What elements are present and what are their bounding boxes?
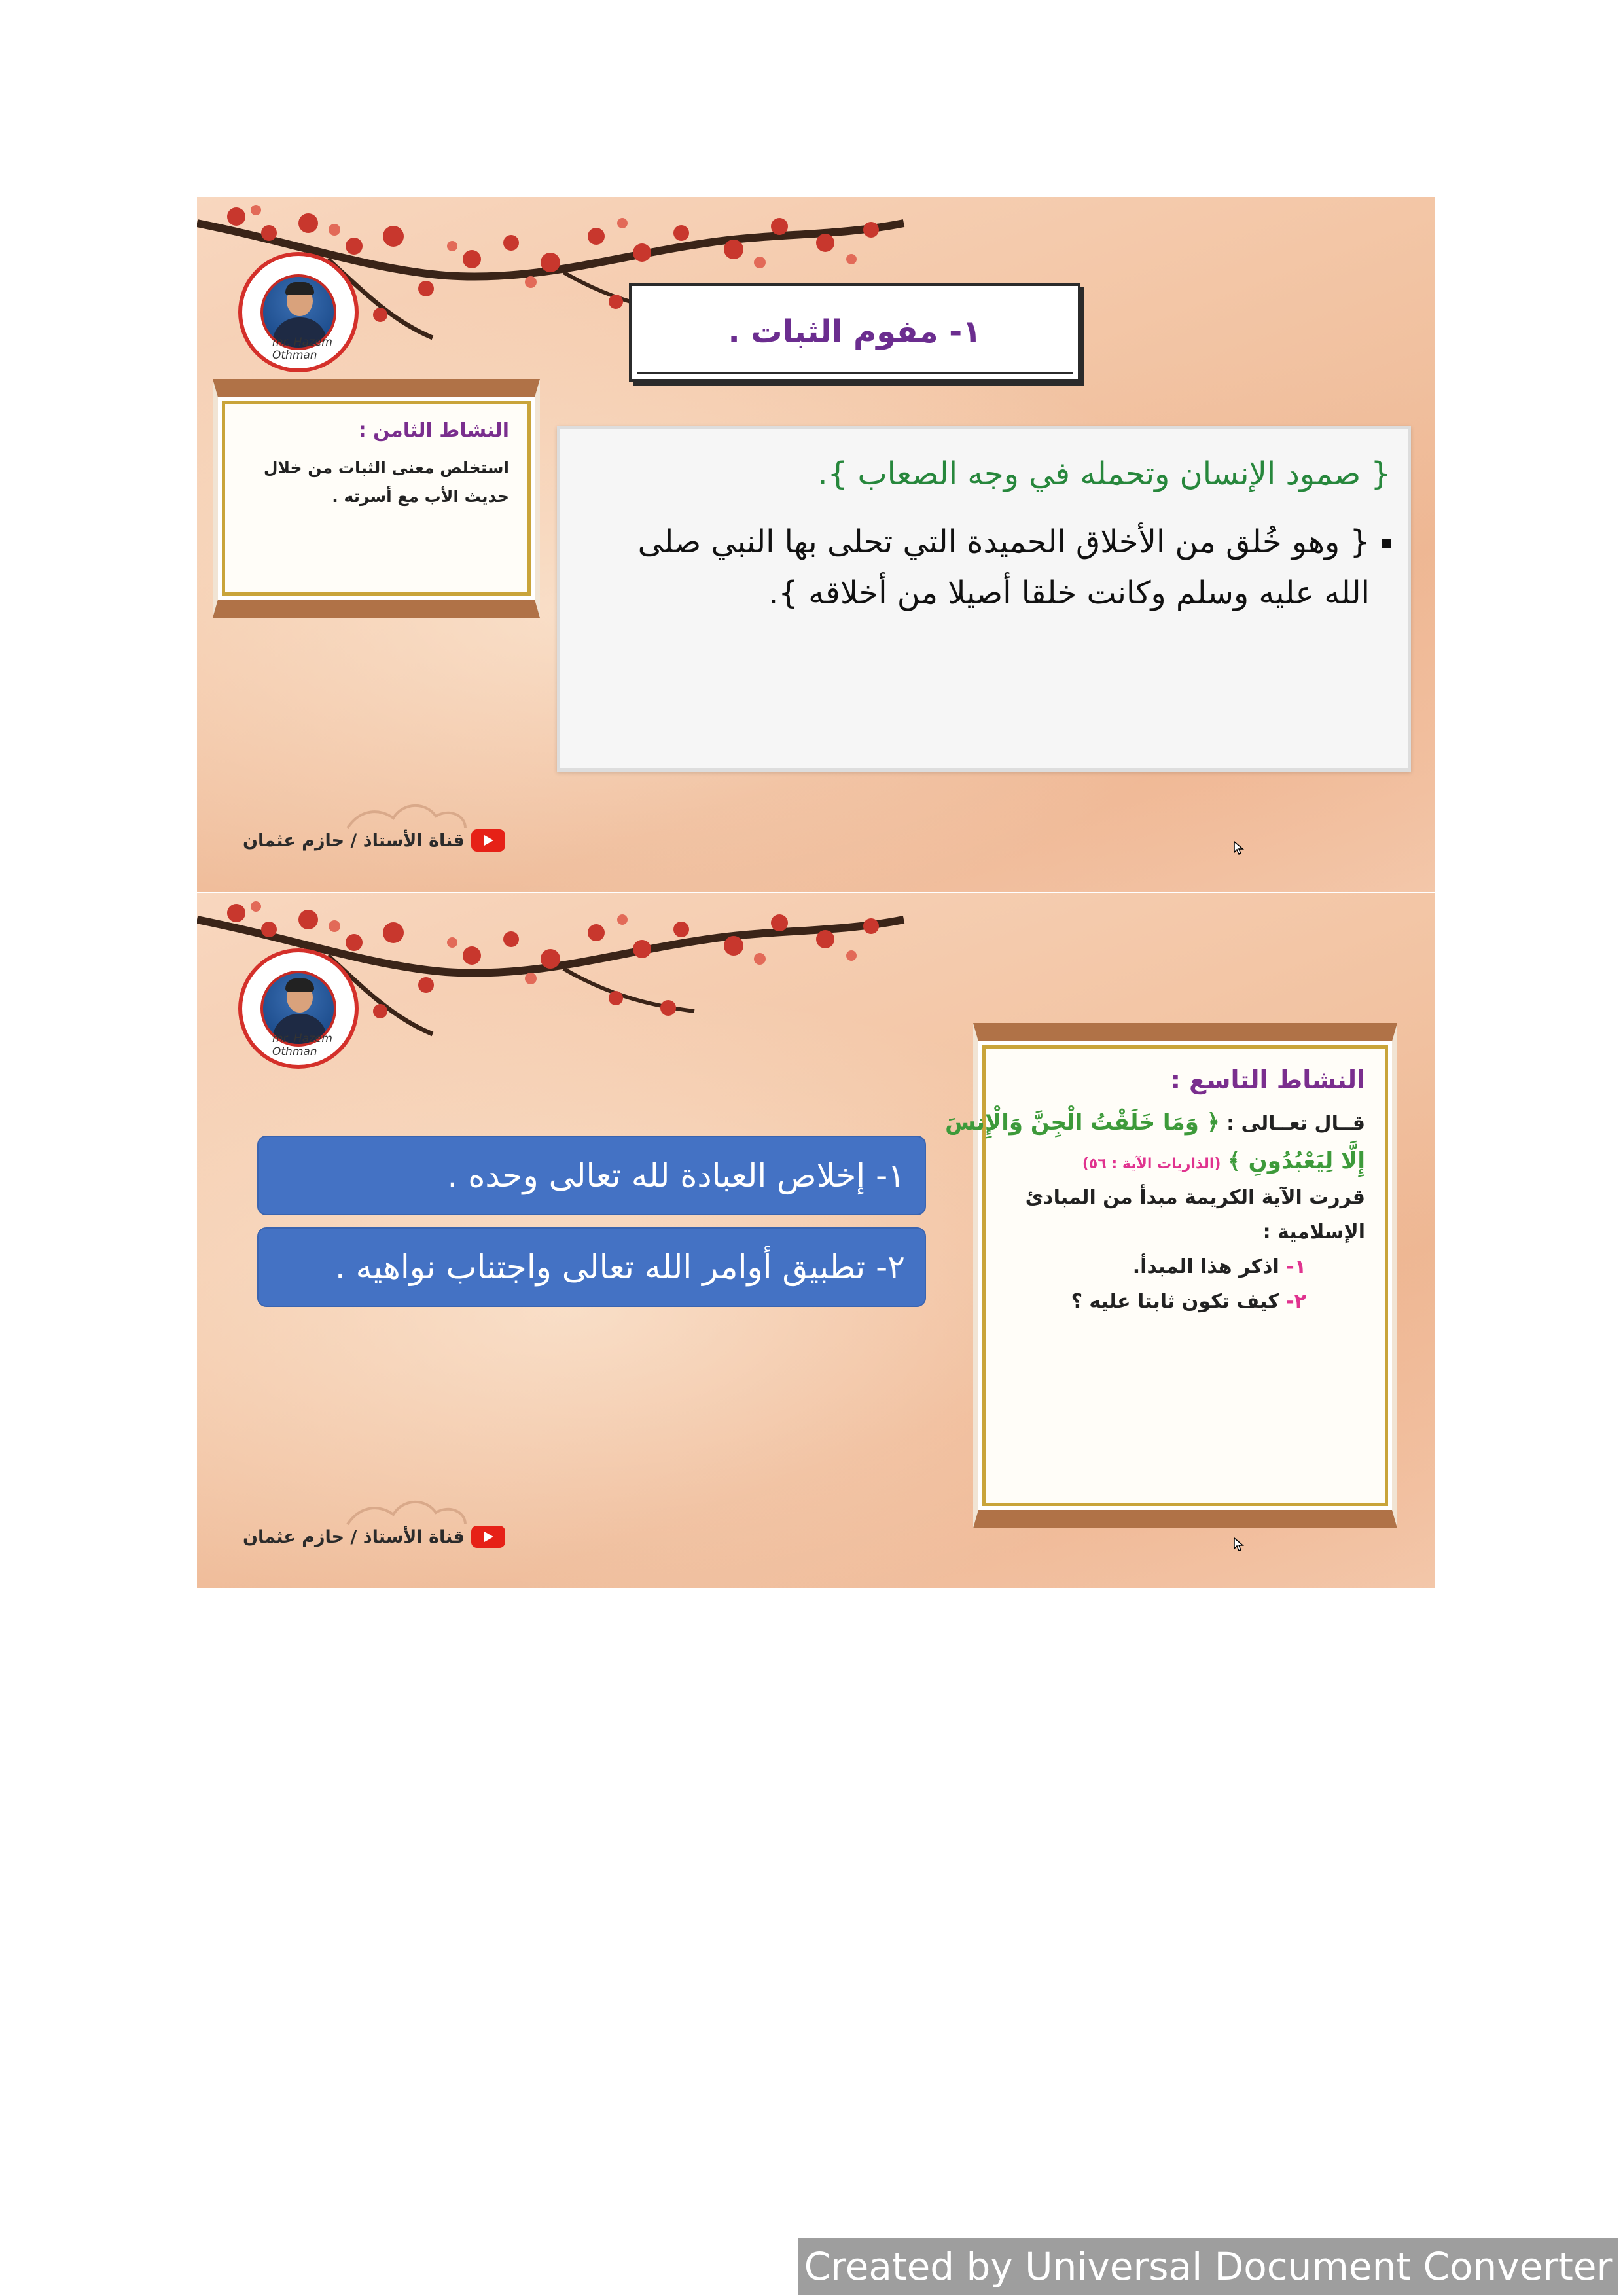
qaal-label: قــال تعــالى : bbox=[1226, 1112, 1365, 1135]
activity-title: النشاط التاسع : bbox=[1170, 1066, 1365, 1094]
section-title: ١- مفوم الثبات . bbox=[728, 313, 982, 350]
verse-part-1: ﴿ وَمَا خَلَقْتُ الْجِنَّ وَالْإِنسَ bbox=[945, 1109, 1220, 1136]
cloud-ornament bbox=[341, 1492, 472, 1531]
definition-text: { صمود الإنسان وتحمله في وجه الصعاب }. bbox=[817, 456, 1391, 492]
question-2-text: كيف تكون ثابتا عليه ؟ bbox=[1071, 1290, 1279, 1313]
question-1-text: اذكر هذا المبدأ. bbox=[1132, 1255, 1279, 1278]
question-intro-1: قررت الآية الكريمة مبدأ من المبادئ bbox=[1025, 1186, 1365, 1209]
channel-logo bbox=[238, 252, 359, 372]
bullet-square-icon bbox=[1382, 539, 1391, 548]
verse-line-1 bbox=[945, 1109, 1365, 1136]
verse-line-2 bbox=[1005, 1147, 1365, 1174]
cursor-icon bbox=[1234, 841, 1244, 855]
bullet-item bbox=[586, 517, 1391, 619]
verse-part-2: إِلَّا لِيَعْبُدُونِ ﴾ bbox=[1227, 1148, 1365, 1174]
section-title-box bbox=[629, 283, 1080, 382]
slide-2 bbox=[197, 893, 1435, 1588]
question-2 bbox=[1005, 1290, 1365, 1313]
activity-body: استخلص معنى الثبات من خلال حديث الأب مع أسرته . bbox=[263, 458, 509, 506]
channel-name: قناة الأستاذ / حازم عثمان bbox=[243, 1526, 465, 1547]
cursor-icon bbox=[1234, 1537, 1244, 1552]
channel-footer bbox=[243, 1526, 505, 1548]
bullet-text: { وهو خُلق من الأخلاق الحميدة التي تحلى بها النبي صلى الله عليه وسلم وكانت خلقا أصيلا من أخلاقه }. bbox=[637, 524, 1370, 611]
activity-card-8 bbox=[213, 379, 540, 618]
logo-caption: mr. Hazem Othman bbox=[272, 336, 332, 362]
youtube-icon[interactable] bbox=[471, 1526, 505, 1548]
channel-name: قناة الأستاذ / حازم عثمان bbox=[243, 830, 465, 851]
logo-caption: mr. Hazem Othman bbox=[272, 1032, 332, 1058]
verse-reference: (الذاريات الآية : ٥٦) bbox=[1082, 1156, 1221, 1172]
question-2-number: ٢- bbox=[1286, 1290, 1306, 1313]
activity-title: النشاط الثامن : bbox=[358, 419, 509, 442]
question-1-number: ١- bbox=[1286, 1255, 1306, 1278]
youtube-icon[interactable] bbox=[471, 829, 505, 852]
converter-watermark: Created by Universal Document Converter bbox=[798, 2238, 1618, 2295]
question-intro-2: الإسلامية : bbox=[1262, 1221, 1365, 1244]
definition-box bbox=[557, 426, 1411, 772]
channel-footer bbox=[243, 829, 505, 852]
slide-1 bbox=[197, 197, 1435, 892]
channel-logo bbox=[238, 948, 359, 1069]
principle-point-2: ٢- تطبيق أوامر الله تعالى واجتناب نواهيه . bbox=[257, 1227, 926, 1307]
activity-card-9 bbox=[945, 1023, 1397, 1528]
principle-point-1: ١- إخلاص العبادة لله تعالى وحده . bbox=[257, 1136, 926, 1215]
cloud-ornament bbox=[341, 795, 472, 834]
question-1 bbox=[1005, 1255, 1365, 1278]
